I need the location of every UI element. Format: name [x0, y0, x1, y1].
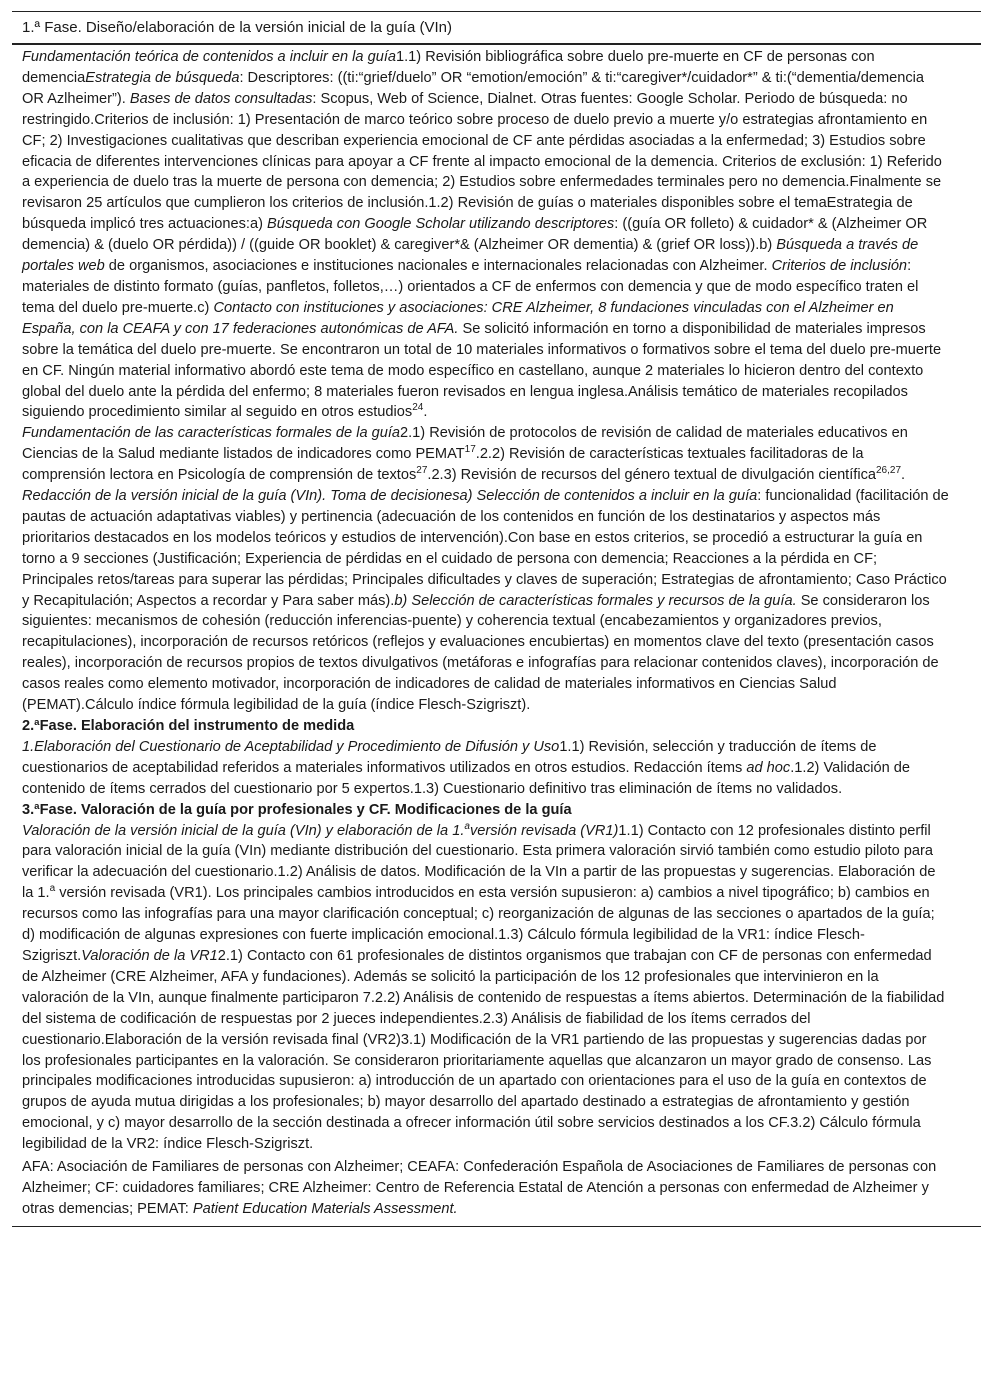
- italic-run: ad hoc: [746, 759, 791, 776]
- italic-run: Patient Education Materials Assessment.: [192, 1200, 458, 1217]
- text-run: de organismos, asociaciones e instituciones nacionales e internacionales relacionadas con Alzheimer.: [104, 258, 772, 275]
- superscript-run: 17: [464, 444, 476, 456]
- italic-run: Criterios de inclusión: [771, 258, 908, 275]
- table-footnote: [22, 1157, 949, 1226]
- text-run: 2.1) Contacto con 61 profesionales de distintos organismos que trabajan con CF de personas con enfermedad de Alzheimer (CRE Alzheimer, AFA y fundaciones). Además se solicitó la participación de los 12 profesionales que intervinieron en la valoración de la VIn, aunque finalmente participaron 7.2.2) Análisis de contenido de respuestas a ítems abiertos. Determinación de la fiabilidad del sistema de codificación de respuestas por 2 jueces independientes.2.3) Análisis de fiabilidad de los ítems cerrados del cuestionario.Elaboración de la versión revisada final (VR2)3.1) Modificación de la VR1 partiendo de las propuestas y sugerencias dadas por los profesionales participantes en la valoración. Se consideraron prioritariamente aquellas que alcanzaron un mayor grado de consenso. Las principales modificaciones introducidas supusieron: a) introducción de un apartado con orientaciones para el uso de la guía en contextos de grupos de ayuda mutua dirigidas a los profesionales; b) mayor desarrollo del apartado destinado a estrategias de afrontamiento y gestión emocional, y c) mayor desarrollo de la sección destinada a ofrecer información útil sobre servicios destinados a los CF.3.2) Cálculo fórmula legibilidad de la VR2: índice Flesch-Szigriszt.: [22, 947, 945, 1153]
- italic-run: Redacción de la versión inicial de la guía (VIn). Toma de decisionesa) Selección de contenidos a incluir en la guía: [22, 488, 758, 505]
- phase1-theoretical-basis: [22, 47, 949, 423]
- table-body: [12, 45, 981, 1226]
- text-run: : Scopus, Web of Science, Dialnet. Otras fuentes: Google Scholar. Periodo de búsqueda: no restringido.Criterios de inclusión: 1) Presentación de marco teórico sobre proceso de duelo previo a muerte y/o estrategias afrontamiento en CF; 2) Investigaciones cualitativas que describan experiencia emocional de CF ante pérdidas asociadas a la enfermedad; 3) Estudios sobre eficacia de diferentes intervenciones clínicas para apoyar a CF frente al impacto emocional de la demencia. Criterios de exclusión: 1) Referido a experiencia de duelo tras la muerte de persona con demencia; 2) Estudios sobre enfermedades terminales pero no demencia.Finalmente se revisaron 25 artículos que cumplieron los criterios de inclusión.1.2) Revisión de guías o materiales disponibles sobre el temaEstrategia de búsqueda implicó tres actuaciones:a): [22, 90, 942, 233]
- superscript-run: a: [49, 883, 56, 895]
- text-run: AFA: Asociación de Familiares de personas con Alzheimer; CEAFA: Confederación Española de Asociaciones de Familiares de personas con Alzheimer; CF: cuidadores familiares; CRE Alzheimer: Centro de Referencia Estatal de Atención a personas con enfermedad de Alzheimer y otras demencias; PEMAT:: [22, 1159, 937, 1217]
- text-run: .: [901, 467, 906, 484]
- italic-run: Valoración de la versión inicial de la guía (VIn) y elaboración de la 1.: [22, 822, 465, 839]
- text-run: Se consideraron los siguientes: mecanismos de cohesión (reducción inferencias-puente) y coherencia textual (encabezamientos y organizadores previos, recapitulaciones), incorporación de recursos retóricos (reflejos y evaluaciones encubiertas) en momentos clave del texto (presentación casos reales), incorporación de recursos propios de textos divulgativos (metáforas e infografías para relacionar contenidos claves), incorporación de casos reales como elemento motivador, incorporación de indicadores de calidad de materiales informativos en Ciencias Salud (PEMAT).Cálculo índice fórmula legibilidad de la guía (índice Flesch-Szigriszt).: [22, 592, 939, 714]
- italic-run: Bases de datos consultadas: [129, 90, 313, 107]
- text-run: 1.1) Contacto con 12 profesionales distinto perfil para valoración inicial de la guía (VIn) mediante distribución del cuestionario. Esta primera valoración sirvió también como estudio piloto para verificar la adecuación del cuestionario.1.2) Análisis de datos. Modificación de la VIn a partir de las propuestas y sugerencias. Elaboración de la 1.: [22, 822, 936, 902]
- text-run: : materiales de distinto formato (guías, panfletos, folletos,…) orientados a CF de enfermos con demencia y que de modo específico traten el tema del duelo pre-muerte.c): [22, 258, 919, 316]
- italic-run: Búsqueda a través de portales web: [22, 237, 919, 275]
- text-run: .2.3) Revisión de recursos del género textual de divulgación científica: [427, 467, 876, 484]
- text-run: : ((guía OR folleto) & cuidador* & (Alzheimer OR demencia) & (duelo OR pérdida)) / ((guide OR booklet) & caregiver*& (Alzheimer OR dementia) & (grief OR loss)).b): [22, 216, 928, 254]
- text-run: .1.2) Validación de contenido de ítems cerrados del cuestionario por 5 expertos.1.3) Cuestionario definitivo tras eliminación de ítems no validados.: [22, 759, 911, 797]
- table-header: 1.ª Fase. Diseño/elaboración de la versión inicial de la guía (VIn): [12, 12, 981, 45]
- italic-run: Fundamentación teórica de contenidos a incluir en la guía: [22, 49, 397, 65]
- text-run: 1.1) Revisión bibliográfica sobre duelo pre-muerte en CF de personas con demencia: [22, 49, 875, 86]
- phase1-formal-features: [22, 423, 949, 486]
- methods-table: [12, 11, 981, 1227]
- superscript-run: 27: [416, 465, 428, 477]
- italic-run: Fundamentación de las características formales de la guía: [22, 425, 401, 442]
- italic-run: Contacto con instituciones y asociaciones: CRE Alzheimer, 8 fundaciones vinculadas con el Alzheimer en España, con la CEAFA y con 17 federaciones autonómicas de AFA.: [22, 299, 894, 337]
- italic-run: Valoración de la VR1: [81, 947, 218, 964]
- text-run: versión revisada (VR1). Los principales cambios introducidos en esta versión supusieron: a) cambios a nivel tipográfico; b) cambios en recursos como las infografías para una mayor clarificación conceptual; c) reorganización de algunas de las secciones o apartados de la guía; d) modificación de algunas expresiones con fuerte implicación emocional.1.3) Cálculo fórmula legibilidad de la VR1: índice Flesch-Szigriszt.: [22, 885, 935, 964]
- phase2-heading: 2.ªFase. Elaboración del instrumento de medida: [22, 718, 355, 734]
- phase3-evaluation: [22, 821, 949, 1156]
- text-run: .: [423, 404, 428, 421]
- text-run: 2.1) Revisión de protocolos de revisión de calidad de materiales educativos en Ciencias de la Salud mediante listados de indicadores como PEMAT: [22, 425, 908, 463]
- superscript-run: 26,27: [876, 465, 902, 477]
- phase2-questionnaire: [22, 737, 949, 800]
- text-run: .2.2) Revisión de características textuales facilitadoras de la comprensión lectora en Psicología de comprensión de textos: [22, 446, 864, 484]
- text-run: Se solicitó información en torno a disponibilidad de materiales impresos sobre la temática del duelo pre-muerte. Se encontraron un total de 10 materiales informativos o formativos sobre el tema del duelo pre-muerte en CF. Ningún material informativo abordó este tema de modo específico en castellano, aunque 2 materiales lo hicieron dentro del contexto global del duelo ante la pérdida del enfermo; 8 materiales fueron revisados en lengua inglesa.Análisis temático de materiales recopilados siguiendo procedimiento similar al seguido en otros estudios: [22, 320, 942, 421]
- superscript-run: a: [464, 820, 470, 832]
- superscript-run: 24: [412, 402, 424, 414]
- text-run: : funcionalidad (facilitación de pautas de actuación adaptativas viables) y pertinencia (adecuación de los contenidos en función de los destinatarios y aspectos más prioritarios destacados en los modelos teóricos y estudios de intervención).Con base en estos criterios, se procedió a estructurar la guía en torno a 9 secciones (Justificación; Experiencia de pérdidas en el cuidado de persona con demencia; Reacciones a la pérdida en CF; Principales retos/tareas para superar las pérdidas; Principales dificultades y claves de superación; Estrategias de afrontamiento; Caso Práctico y Recapitulación; Aspectos a recordar y Para saber más).: [22, 488, 949, 609]
- phase1-drafting: [22, 486, 949, 716]
- text-run: 1.1) Revisión, selección y traducción de ítems de cuestionarios de aceptabilidad referidos a materiales informativos utilizados en otros estudios. Redacción ítems: [22, 738, 877, 776]
- italic-run: Estrategia de búsqueda: [85, 69, 240, 86]
- text-run: : Descriptores: ((ti:“grief/duelo” OR “emotion/emoción” & ti:“caregiver*/cuidador*” & ti:(“dementia/demencia OR Azlheimer”).: [22, 69, 924, 107]
- italic-run: b) Selección de características formales y recursos de la guía.: [394, 592, 797, 609]
- italic-run: 1.Elaboración del Cuestionario de Aceptabilidad y Procedimiento de Difusión y Uso: [22, 738, 560, 755]
- italic-run: Búsqueda con Google Scholar utilizando descriptores: [267, 216, 615, 233]
- phase3-heading: 3.ªFase. Valoración de la guía por profesionales y CF. Modificaciones de la guía: [22, 801, 572, 818]
- italic-run: versión revisada (VR1): [469, 822, 619, 839]
